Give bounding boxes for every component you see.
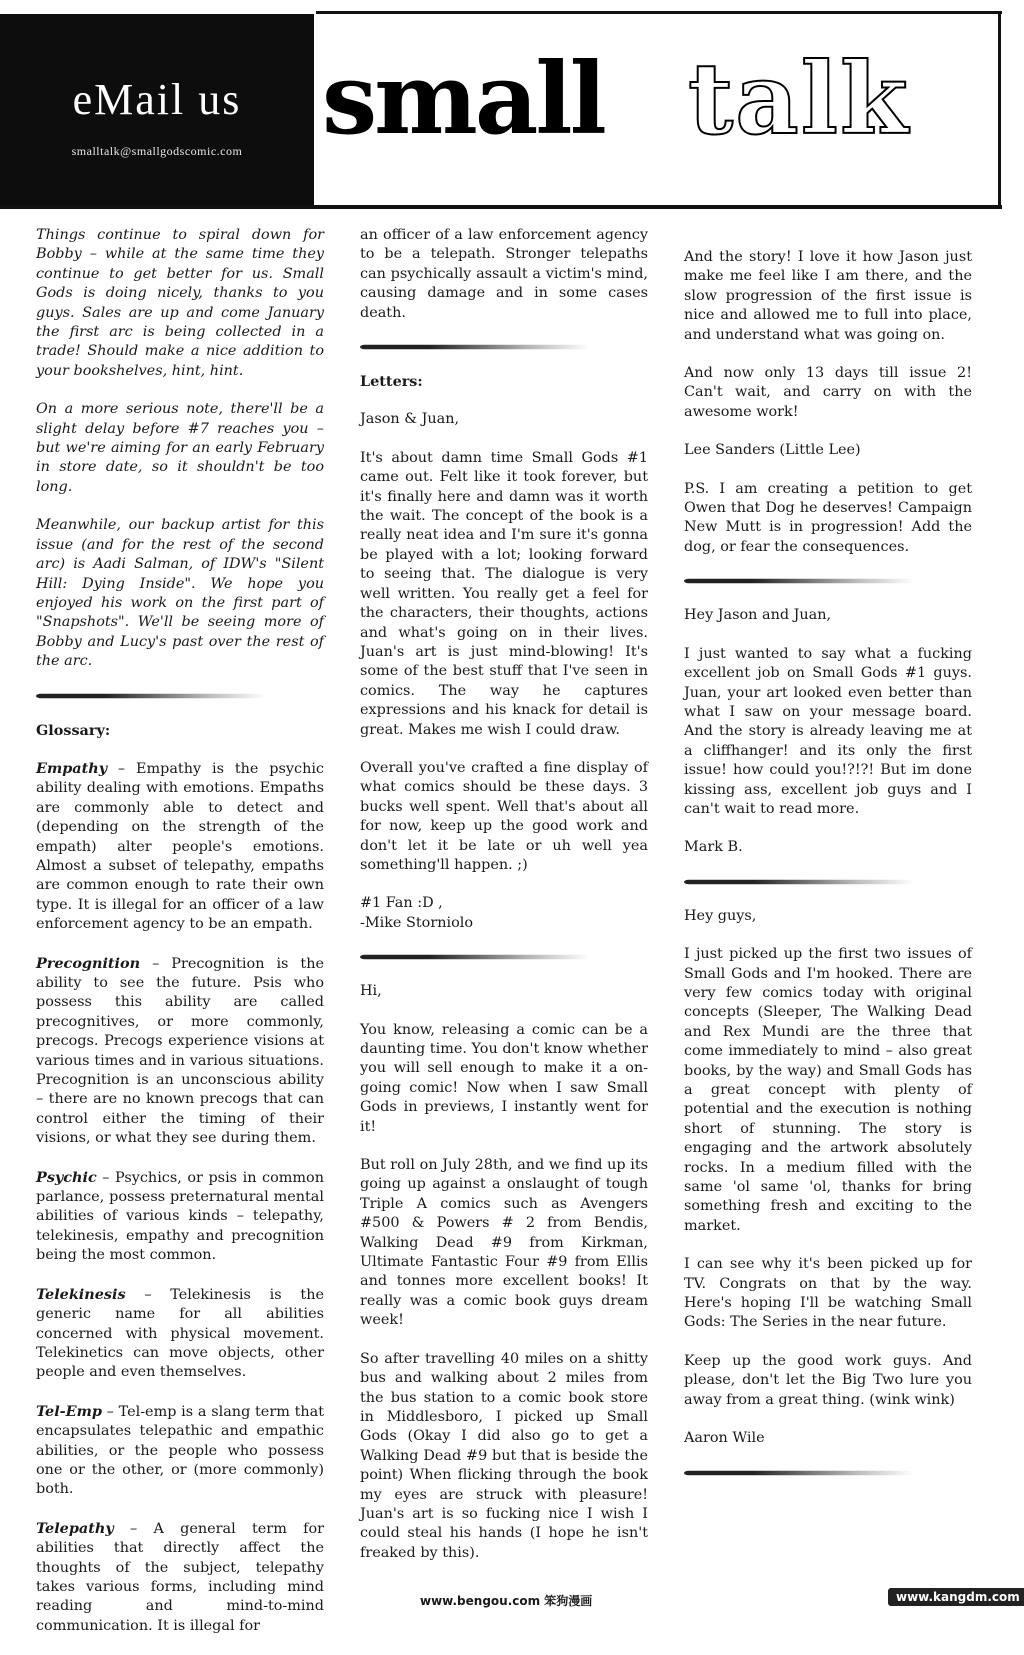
letter-paragraph: Hi, bbox=[360, 983, 382, 1000]
glossary-definition: – A general term for abilities that directly affect the thoughts of the subject, telepathy takes various forms, including mind reading and mind-to-mind communication. It is illegal for bbox=[36, 1520, 324, 1634]
glossary-definition: – Telekinesis is the generic name for all abilities concerned with physical movement. Telekinetics can move objects, other people and even themselves. bbox=[36, 1286, 324, 1381]
email-address: smalltalk@smallgodscomic.com bbox=[71, 144, 243, 158]
glossary-term: Telepathy bbox=[36, 1519, 114, 1537]
glossary-term: Psychic bbox=[36, 1168, 97, 1186]
intro-paragraph: Meanwhile, our backup artist for this issue (and for the rest of the second arc) is Aadi Salman, of IDW's "Silent Hill: Dying Inside". We hope you enjoyed his work on the first part of "Snapshots". We'll be seeing more of Bobby and Lucy's past over the rest of the arc. bbox=[36, 517, 324, 670]
glossary-term: Telekinesis bbox=[36, 1285, 126, 1303]
letter-paragraph: I just picked up the first two issues of Small Gods and I'm hooked. There are very few comics today with original concepts (Sleeper, The Walking Dead and Rex Mundi are the three that come immediately to mind – also great books, by the way) and Small Gods has a great concept with plenty of potential and the execution is nothing short of stunning. The story is engaging and the artwork absolutely rocks. In a medium filled with the same 'ol same 'ol, thanks for bring something fresh and exciting to the market. bbox=[684, 946, 972, 1234]
section-divider bbox=[360, 345, 590, 350]
section-divider bbox=[36, 693, 266, 698]
letter-paragraph: It's about damn time Small Gods #1 came out. Felt like it took forever, but it's finally here and damn was it worth the wait. The concept of the book is a really neat idea and I'm sure it's gonna be played with a lot; looking forward to seeing that. The dialogue is very well written. You really get a feel for the characters, their thoughts, actions and what's going on in their lives. Juan's art is just mind-blowing! It's some of the best stuff that I've seen in comics. The way he captures expressions and his knack for detail is great. Makes me wish I could draw. bbox=[360, 449, 648, 738]
letter-paragraph: I just wanted to say what a fucking excellent job on Small Gods #1 guys. Juan, your art looked even better than what I saw on your message board. And the story is already leaving me at a cliffhanger! and its only the first issue! how could you!?!?! But im done kissing ass, excellent job guys and I can't wait to read more. bbox=[684, 645, 972, 817]
glossary-definition: – Empathy is the psychic ability dealing with emotions. Empaths are commonly able to detect and (depending on the strength of the empath) alter people's emotions. Almost a subset of telepathy, empaths are common enough to rate their own type. It is illegal for an officer of a law enforcement agency to be an empath. bbox=[36, 760, 324, 933]
letter-paragraph: Hey Jason and Juan, bbox=[684, 607, 832, 624]
letter-signature: Mark B. bbox=[684, 839, 743, 856]
letter-paragraph: Jason & Juan, bbox=[360, 411, 460, 428]
glossary-definition: – Tel-emp is a slang term that encapsulates telepathic and empathic abilities, or the people who possess one or the other, or (more commonly) both. bbox=[36, 1403, 324, 1498]
page-title bbox=[316, 42, 996, 160]
letter-signature bbox=[360, 894, 648, 933]
intro-paragraph: On a more serious note, there'll be a slight delay before #7 reaches you – but we're aiming for an early February in store date, so it shouldn't be too long. bbox=[36, 401, 324, 495]
title-small: small bbox=[322, 42, 604, 157]
glossary-entry bbox=[36, 1402, 324, 1500]
header-right-rule bbox=[998, 11, 1001, 209]
signature-line: #1 Fan :D , bbox=[360, 895, 443, 912]
watermark-right: www.kangdm.com bbox=[888, 1588, 1024, 1606]
glossary-entry bbox=[36, 1168, 324, 1266]
letter-paragraph: I can see why it's been picked up for TV. Congrats on that by the way. Here's hoping I'll be watching Small Gods: The Series in the near future. bbox=[684, 1256, 972, 1331]
intro-paragraph: Things continue to spiral down for Bobby – while at the same time they continue to get better for us. Small Gods is doing nicely, thanks to you guys. Sales are up and come January the first arc is being collected in a trade! Should make a nice addition to your bookshelves, hint, hint. bbox=[36, 227, 324, 379]
letter-paragraph: Hey guys, bbox=[684, 907, 757, 924]
glossary-entry bbox=[36, 954, 324, 1149]
letter-paragraph: Overall you've crafted a fine display of what comics should be these days. 3 bucks well spent. Well that's about all for now, keep up the good work and don't let it be late or uh well yea something'll happen. ;) bbox=[360, 759, 648, 873]
glossary-continuation: an officer of a law enforcement agency to be a telepath. Stronger telepaths can psychically assault a victim's mind, causing damage and in some cases death. bbox=[360, 227, 648, 321]
letter-paragraph: But roll on July 28th, and we find up its going up against a onslaught of tough Triple A comics such as Avengers #500 & Powers # 2 from Bendis, Walking Dead #9 from Kirkman, Ultimate Fantastic Four #9 from Ellis and tonnes more excellent books! It really was a comic book guys dream week! bbox=[360, 1157, 648, 1329]
column-right bbox=[684, 248, 972, 1498]
page-header bbox=[0, 0, 1000, 212]
title-talk: talk bbox=[688, 42, 910, 157]
section-divider bbox=[684, 1470, 914, 1475]
signature-line: -Mike Storniolo bbox=[360, 914, 473, 931]
glossary-term: Precognition bbox=[36, 954, 141, 972]
glossary-definition: – Precognition is the ability to see the future. Psis who possess this ability are called precognitives, or more commonly, precogs. Precogs experience visions at various times and in various situations. Precognition is an unconscious ability – there are no known precogs that can control either the timing of their visions, or what they see during them. bbox=[36, 955, 324, 1147]
glossary-definition: – Psychics, or psis in common parlance, possess preternatural mental abilities of various kinds – telepathy, telekinesis, empathy and precognition being the most common. bbox=[36, 1169, 324, 1264]
header-top-rule bbox=[316, 11, 1002, 14]
glossary-heading: Glossary: bbox=[36, 721, 111, 739]
letter-paragraph: And now only 13 days till issue 2! Can't wait, and carry on with the awesome work! bbox=[684, 365, 972, 420]
letter-paragraph: And the story! I love it how Jason just make me feel like I am there, and the slow progression of the first issue is nice and allowed me to full into place, and understand what was going on. bbox=[684, 249, 972, 343]
column-left bbox=[36, 226, 324, 1655]
section-divider bbox=[684, 579, 914, 584]
letters-heading: Letters: bbox=[360, 373, 423, 391]
section-divider bbox=[684, 880, 914, 885]
section-divider bbox=[360, 955, 590, 960]
letter-paragraph: You know, releasing a comic can be a daunting time. You don't know whether you will sell enough to make it a on-going comic! Now when I saw Small Gods in previews, I instantly went for it! bbox=[360, 1021, 648, 1135]
header-bottom-rule bbox=[0, 205, 1002, 209]
letter-signature: Lee Sanders (Little Lee) bbox=[684, 442, 861, 459]
letter-paragraph: So after travelling 40 miles on a shitty bus and walking about 2 miles from the bus station to a comic book store in Middlesboro, I picked up Small Gods (Okay I did also go to get a Walking Dead #9 but that is beside the point) When flicking through the book my eyes are struck with pleasure! Juan's art is so fucking nice I wish I could steal his hands (I hope he isn't freaked by this). bbox=[360, 1350, 648, 1561]
glossary-entry bbox=[36, 1519, 324, 1636]
email-title: eMail us bbox=[72, 75, 242, 124]
glossary-term: Tel-Emp bbox=[36, 1402, 102, 1420]
column-middle bbox=[360, 226, 648, 1582]
glossary-term: Empathy bbox=[36, 759, 108, 777]
glossary-entry bbox=[36, 1285, 324, 1383]
letter-paragraph: P.S. I am creating a petition to get Owen that Dog he deserves! Campaign New Mutt is in progression! Add the dog, or fear the consequences. bbox=[684, 480, 972, 555]
letter-signature: Aaron Wile bbox=[684, 1430, 765, 1447]
email-box bbox=[0, 14, 314, 208]
watermark-left: www.bengou.com 笨狗漫画 bbox=[420, 1594, 593, 1608]
glossary-entry bbox=[36, 759, 324, 935]
letter-paragraph: Keep up the good work guys. And please, don't let the Big Two lure you away from a great thing. (wink wink) bbox=[684, 1352, 972, 1408]
